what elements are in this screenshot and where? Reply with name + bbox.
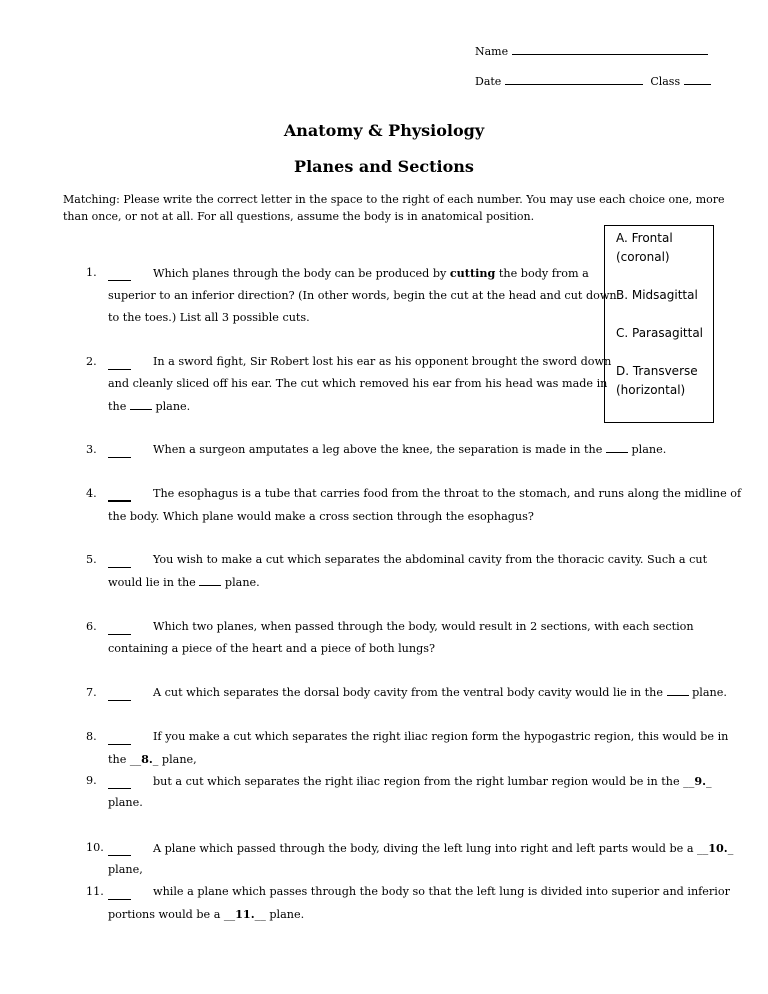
question-2-line-1: In a sword fight, Sir Robert lost his ear as his opponent brought the sword down xyxy=(153,355,612,368)
question-1-text-end: the body from a xyxy=(495,267,589,280)
date-input-line[interactable] xyxy=(505,84,643,85)
inline-blank-2[interactable] xyxy=(130,409,152,410)
inline-blank-5[interactable] xyxy=(199,585,221,586)
question-5-line-2 xyxy=(108,572,260,594)
question-3-text: When a surgeon amputates a leg above the knee, the separation is made in the xyxy=(153,443,606,456)
choice-c: C. Parasagittal xyxy=(616,326,703,340)
question-11-line-2 xyxy=(108,903,304,926)
question-11-line-1: while a plane which passes through the body so that the left lung is divided into superior and inferior xyxy=(153,885,730,898)
question-10-line-1 xyxy=(153,837,733,860)
answer-blank-7[interactable] xyxy=(108,700,131,701)
question-10-number: 10. xyxy=(86,841,104,854)
question-9-text: but a cut which separates the right iliac region from the right lumbar region would be in the __ xyxy=(153,775,695,788)
name-input-line[interactable] xyxy=(512,54,708,55)
choice-a: A. Frontal xyxy=(616,231,673,245)
question-2-text-end: plane. xyxy=(151,400,191,413)
question-2-text: the xyxy=(108,400,130,413)
question-2-line-2: and cleanly sliced off his ear. The cut which removed his ear from his head was made in xyxy=(108,377,608,390)
name-field[interactable] xyxy=(475,45,708,58)
question-5-text: would lie in the xyxy=(108,576,200,589)
choice-a-alt: (coronal) xyxy=(616,250,670,264)
answer-blank-2[interactable] xyxy=(108,369,131,370)
question-9-ref: 9. xyxy=(694,774,707,788)
question-7-number: 7. xyxy=(86,686,97,699)
question-1-number: 1. xyxy=(86,266,97,279)
question-10-text: A plane which passed through the body, diving the left lung into right and left parts would be a __ xyxy=(153,842,709,855)
date-label: Date xyxy=(475,75,502,88)
answer-blank-5[interactable] xyxy=(108,567,131,568)
question-10-text-end: _ xyxy=(727,842,734,855)
question-3-text-end: plane. xyxy=(627,443,667,456)
question-1-line-3: to the toes.) List all 3 possible cuts. xyxy=(108,311,310,324)
question-7-line-1 xyxy=(153,682,727,704)
choice-d: D. Transverse xyxy=(616,364,698,378)
name-label: Name xyxy=(475,45,509,58)
answer-blank-9[interactable] xyxy=(108,788,131,789)
question-2-number: 2. xyxy=(86,355,97,368)
question-4-line-1: The esophagus is a tube that carries food from the throat to the stomach, and runs along the midline of xyxy=(153,487,742,500)
question-8-text: the __ xyxy=(108,753,142,766)
question-11-ref: 11. xyxy=(235,907,255,921)
class-input-line[interactable] xyxy=(684,84,711,85)
question-10-line-2: plane, xyxy=(108,863,143,876)
question-11-text: portions would be a __ xyxy=(108,908,236,921)
question-4-number: 4. xyxy=(86,487,97,500)
question-9-line-1 xyxy=(153,770,712,793)
instructions xyxy=(63,191,743,225)
answer-blank-11[interactable] xyxy=(108,899,131,900)
instructions-line-1: Matching: Please write the correct letter in the space to the right of each number. You may use each choice one, more xyxy=(63,193,725,206)
question-3-line-1 xyxy=(153,439,666,461)
answer-blank-8[interactable] xyxy=(108,744,131,745)
question-7-text: A cut which separates the dorsal body cavity from the ventral body cavity would lie in the xyxy=(153,686,667,699)
question-5-text-end: plane. xyxy=(221,576,260,589)
choice-d-alt: (horizontal) xyxy=(616,383,686,397)
choice-b: B. Midsagittal xyxy=(616,288,698,302)
date-class-fields xyxy=(475,75,711,88)
question-9-line-2: plane. xyxy=(108,796,143,809)
answer-blank-6[interactable] xyxy=(108,634,131,635)
question-10-ref: 10. xyxy=(708,841,728,855)
question-6-line-2: containing a piece of the heart and a piece of both lungs? xyxy=(108,642,435,655)
answer-blank-4[interactable] xyxy=(108,500,131,502)
question-1-line-1 xyxy=(153,262,589,285)
question-1-line-2: superior to an inferior direction? (In other words, begin the cut at the head and cut down xyxy=(108,289,617,302)
question-9-text-end: _ xyxy=(706,775,712,788)
inline-blank-7[interactable] xyxy=(667,695,689,696)
question-2-line-3 xyxy=(108,396,190,418)
question-6-number: 6. xyxy=(86,620,97,633)
question-1-text: Which planes through the body can be produced by xyxy=(153,267,450,280)
question-8-ref: 8. xyxy=(141,752,153,766)
question-5-line-1: You wish to make a cut which separates the abdominal cavity from the thoracic cavity. Such a cut xyxy=(153,553,708,566)
question-1-bold: cutting xyxy=(449,266,496,280)
answer-blank-1[interactable] xyxy=(108,280,131,281)
question-5-number: 5. xyxy=(86,553,97,566)
class-label: Class xyxy=(650,75,681,88)
inline-blank-3[interactable] xyxy=(606,452,628,453)
question-7-text-end: plane. xyxy=(688,686,727,699)
question-8-line-2 xyxy=(108,748,197,771)
question-3-number: 3. xyxy=(86,443,97,456)
question-11-text-end: __ plane. xyxy=(254,908,305,921)
answer-blank-10[interactable] xyxy=(108,855,131,856)
question-8-line-1: If you make a cut which separates the right iliac region form the hypogastric region, this would be in xyxy=(153,730,729,743)
page-title: Anatomy & Physiology xyxy=(283,121,485,140)
answer-blank-3[interactable] xyxy=(108,457,131,458)
instructions-line-2: than once, or not at all. For all questions, assume the body is in anatomical position. xyxy=(63,210,535,223)
question-11-number: 11. xyxy=(86,885,104,898)
question-9-number: 9. xyxy=(86,774,97,787)
page-subtitle: Planes and Sections xyxy=(294,157,474,176)
question-8-text-end: _ plane, xyxy=(152,753,197,766)
question-4-line-2: the body. Which plane would make a cross section through the esophagus? xyxy=(108,510,534,523)
question-6-line-1: Which two planes, when passed through the body, would result in 2 sections, with each section xyxy=(153,620,694,633)
choices-box xyxy=(604,225,714,423)
question-8-number: 8. xyxy=(86,730,97,743)
